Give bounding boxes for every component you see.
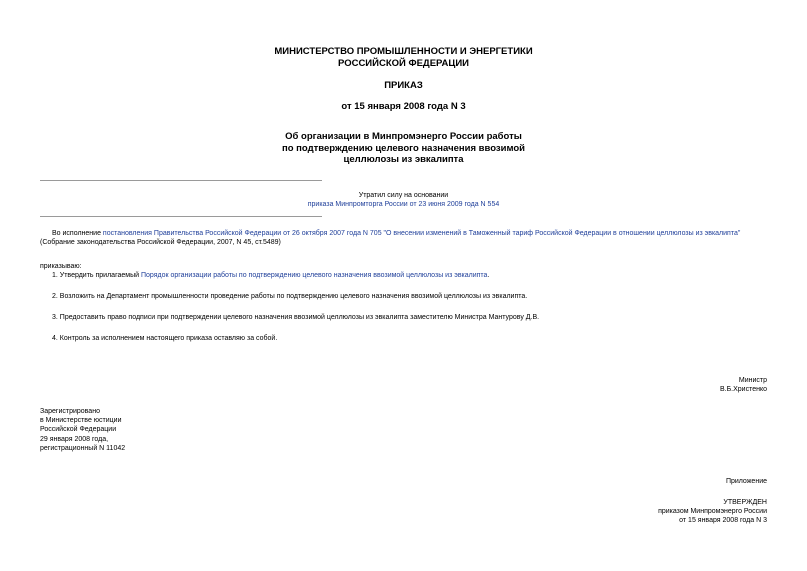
ministry-title [0, 46, 807, 69]
preamble-line-1 [52, 229, 740, 238]
signature-block [720, 376, 767, 394]
status-line: Утратил силу на основании [358, 192, 449, 199]
registration-line-3: Российской Федерации [40, 426, 117, 434]
order-word: приказываю: [40, 263, 82, 270]
signature-name: В.Б.Христенко [719, 386, 767, 394]
item-1-prefix: 1. Утвердить прилагаемый [52, 272, 141, 279]
ministry-line-2: РОССИЙСКОЙ ФЕДЕРАЦИИ [337, 57, 469, 69]
registration-line-4: 29 января 2008 года, [40, 435, 109, 443]
order-item-1 [52, 271, 489, 280]
preamble-line-2: (Собрание законодательства Российской Федерации, 2007, N 45, ст.5489) [40, 239, 281, 246]
separator-bottom [40, 216, 322, 217]
document-subject [0, 131, 807, 166]
approval-block [658, 498, 767, 526]
registration-line-1: Зарегистрировано [40, 408, 100, 415]
order-item-3: 3. Предоставить право подписи при подтверждении целевого назначения ввозимой целлюлозы из эвкалипта заместителю Министра Мантурову Д.В. [52, 314, 540, 321]
registration-line-2: в Министерстве юстиции [40, 417, 122, 425]
subject-line-3: целлюлозы из эвкалипта [343, 154, 464, 165]
signature-title: Министр [738, 377, 767, 384]
procedure-link[interactable]: Порядок организации работы по подтверждению целевого назначения ввозимой целлюлозы из эвкалипта [140, 272, 488, 279]
subject-line-1: Об организации в Минпромэнерго России работы [285, 131, 522, 142]
approval-date: от 15 января 2008 года N 3 [679, 517, 767, 525]
approval-by: приказом Минпромэнерго России [658, 508, 767, 516]
document-type: ПРИКАЗ [384, 80, 423, 91]
resolution-link[interactable]: постановления Правительства Российской Федерации от 26 октября 2007 года N 705 "О внесении изменений в Таможенный тариф Российской Федерации в отношении целлюлозы из эвкалипта" [102, 230, 741, 237]
preamble-prefix: Во исполнение [52, 230, 103, 237]
order-item-2: 2. Возложить на Департамент промышленности проведение работы по подтверждению целевого назначения ввозимой целлюлозы из эвкалипта. [52, 293, 528, 300]
approval-word: УТВЕРЖДЕН [723, 499, 767, 506]
document-date: от 15 января 2008 года N 3 [341, 101, 466, 112]
status-link[interactable]: приказа Минпромторга России от 23 июня 2009 года N 554 [307, 201, 500, 208]
separator-top [40, 180, 322, 181]
item-1-suffix: . [487, 272, 490, 279]
appendix-label: Приложение [725, 478, 767, 485]
subject-line-2: по подтверждению целевого назначения ввозимой [282, 142, 525, 154]
order-item-4: 4. Контроль за исполнением настоящего приказа оставляю за собой. [52, 335, 278, 342]
ministry-line-1: МИНИСТЕРСТВО ПРОМЫШЛЕННОСТИ И ЭНЕРГЕТИКИ [274, 46, 533, 57]
registration-line-5: регистрационный N 11042 [40, 444, 126, 452]
status-note [0, 191, 807, 209]
registration-block [40, 407, 125, 453]
